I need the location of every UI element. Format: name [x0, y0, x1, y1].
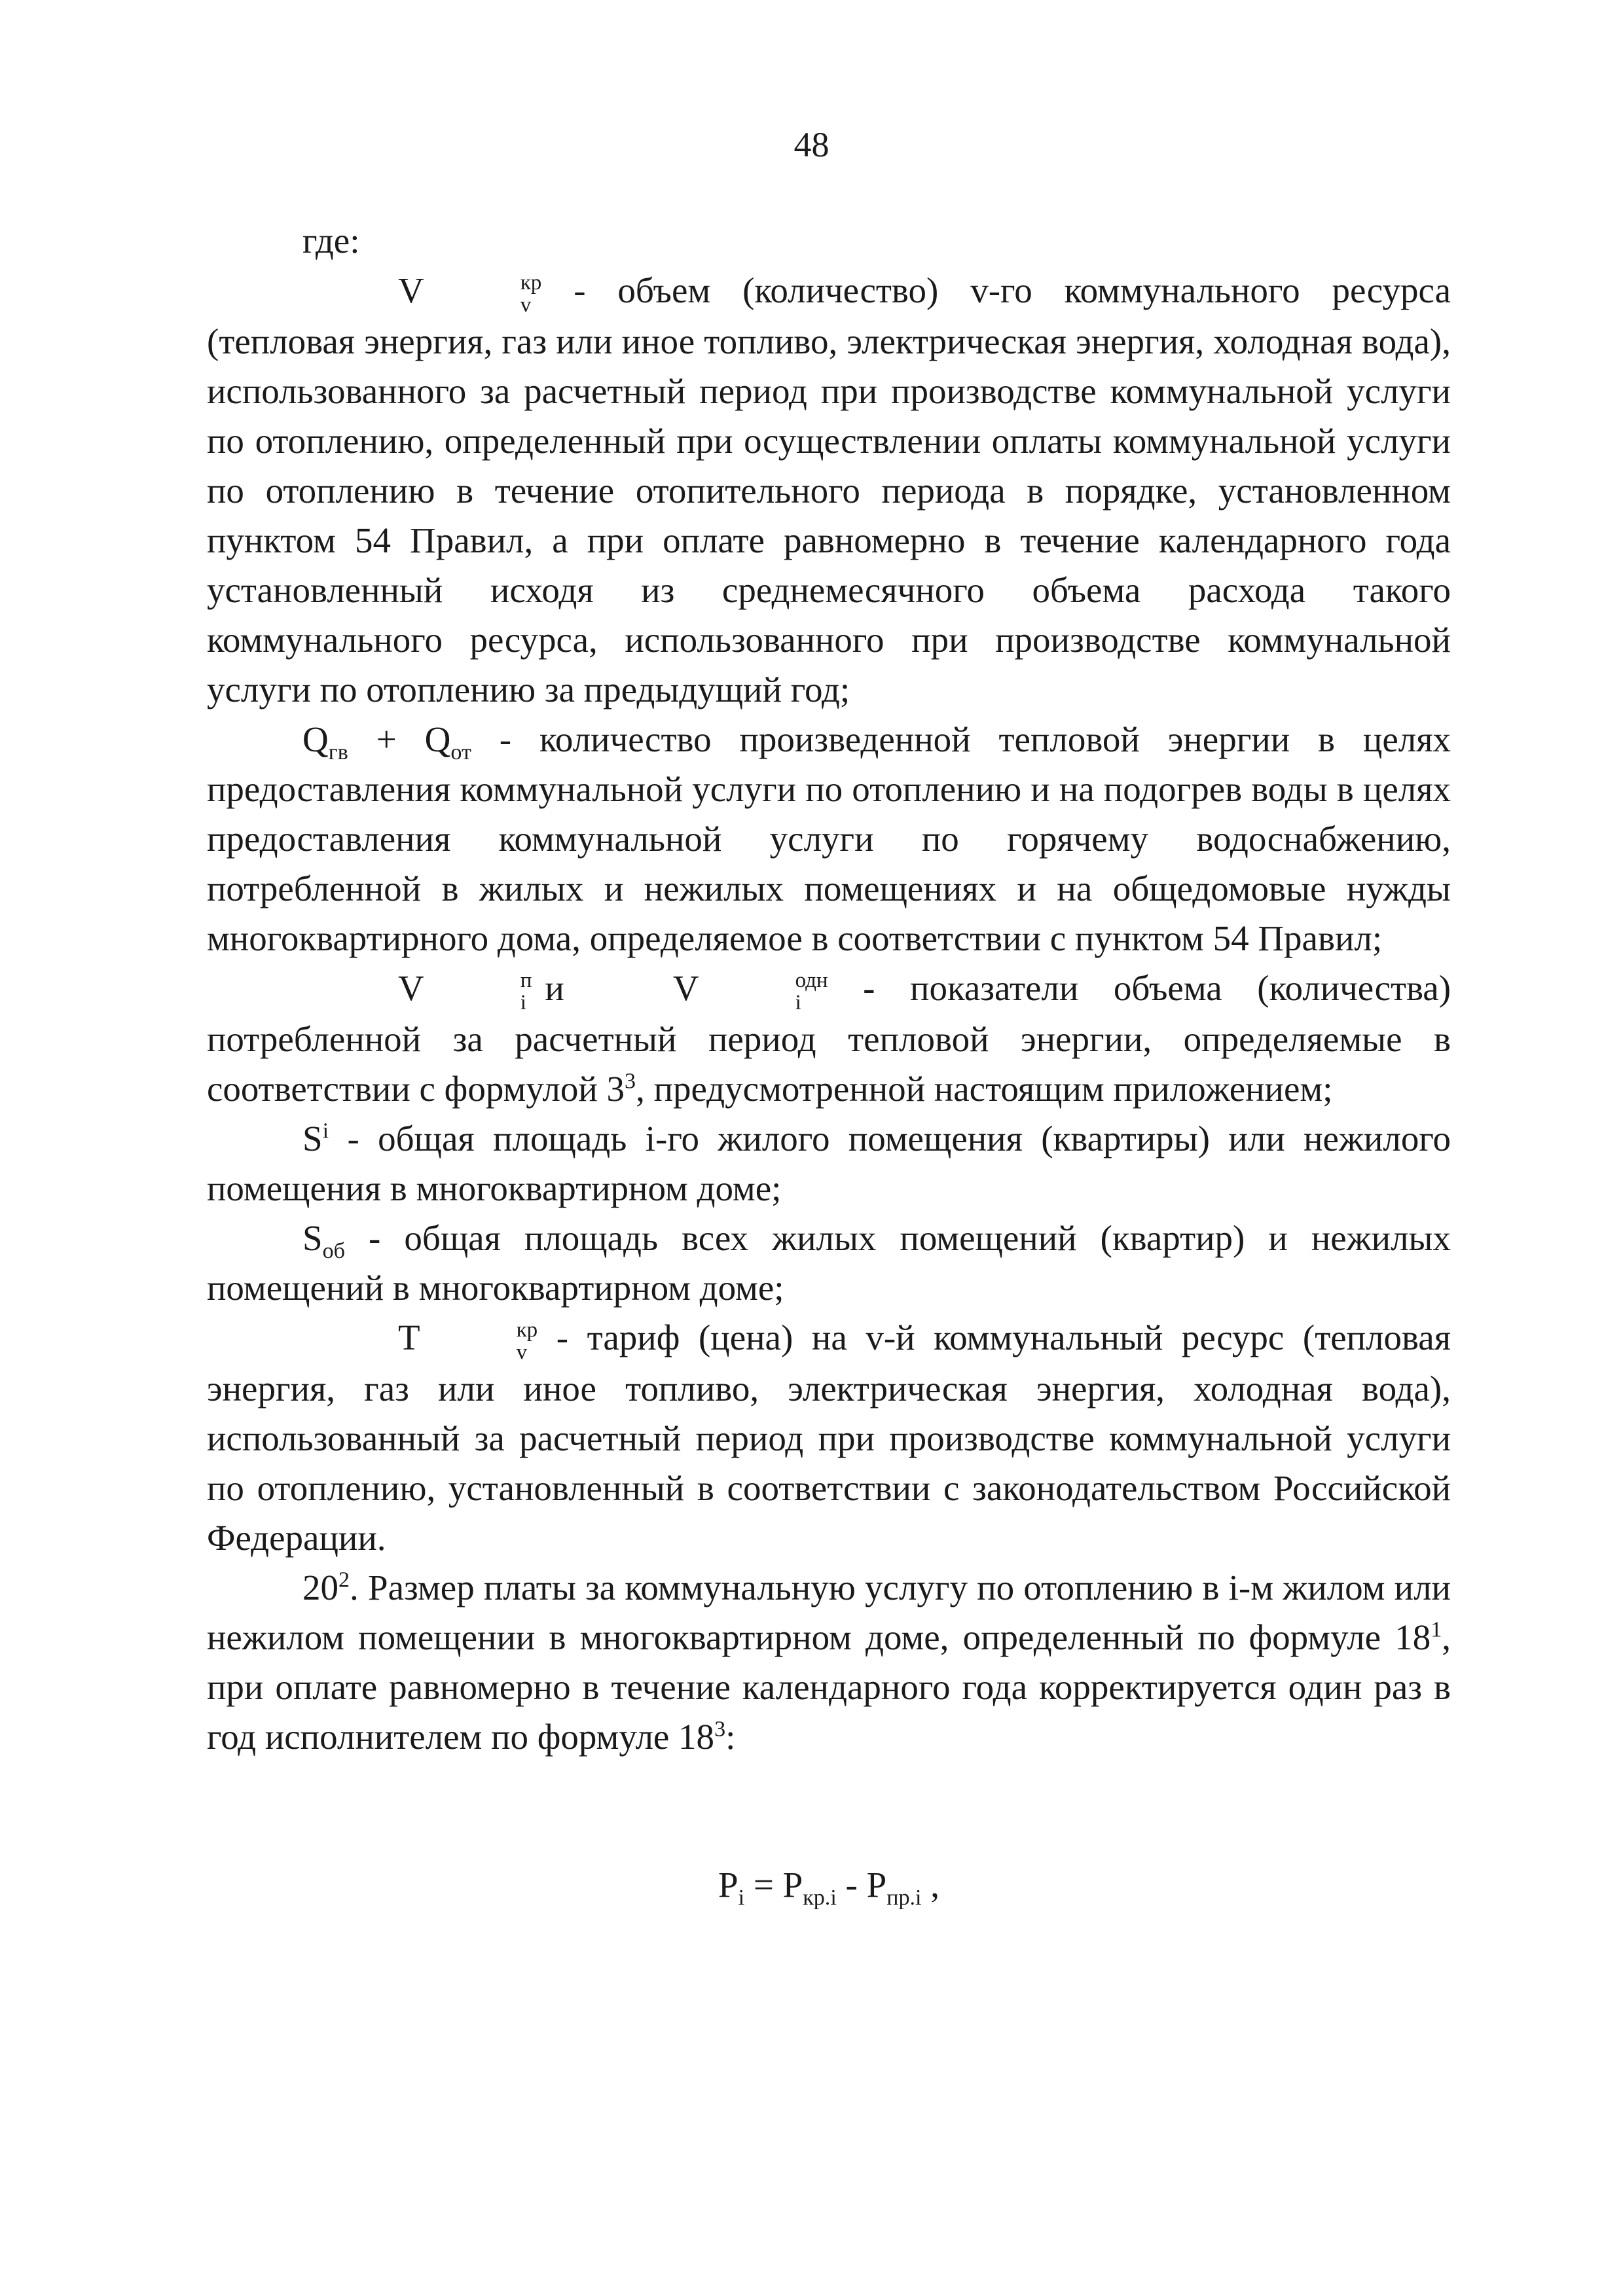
clause-20-2 [207, 1563, 1451, 1762]
formula-p-i: $P_i = P_{кр.i} - P_{пр.i}$ , [718, 1865, 939, 1910]
definition-text: - количество произведенной тепловой энергии в целях предоставления коммунальной услуги по отоплению и на подогрев воды в целях предоставления коммунальной услуги по горячему водоснабжению, потребленной в жилых и нежилых помещениях и на общедомовые нужды многоквартирного дома, определяемое в соответствии с пунктом 54 Правил; [207, 719, 1451, 959]
document-body [207, 216, 1451, 1910]
symbol-s-i: $S^i$ [302, 1119, 329, 1159]
definition-v-n [207, 963, 1451, 1114]
definition-q [207, 715, 1451, 963]
clause-number: $20^2$ [302, 1568, 350, 1608]
symbol-v-kr: V кр v [398, 270, 542, 317]
definition-t-kr [207, 1313, 1451, 1563]
page-number: 48 [793, 125, 830, 164]
symbol-q-gv-q-ot: $Q_{гв} + Q_{от}$ [302, 719, 471, 765]
definition-text: - общая площадь всех жилых помещений (квартир) и нежилых помещений в многоквартирном доме; [207, 1218, 1451, 1308]
intro-text: где: [302, 221, 360, 260]
definition-v-kr [207, 266, 1451, 715]
definition-s-ob [207, 1213, 1451, 1313]
symbol-t-kr: T кр v [398, 1318, 538, 1365]
definition-text: - тариф (цена) на v-й коммунальный ресурс (тепловая энергия, газ или иное топливо, электрическая энергия, холодная вода), использованный за расчетный период при производстве коммунальной услуги по отоплению, установленный в соответствии с законодательством Российской Федерации. [207, 1318, 1451, 1558]
symbol-s-ob: $S_{об}$ [302, 1218, 345, 1264]
definition-s-i [207, 1114, 1451, 1213]
symbol-v-n-v-odn: V п i и V одн i [398, 968, 828, 1015]
definition-text: - общая площадь i-го жилого помещения (квартиры) или нежилого помещения в многоквартирном доме; [207, 1119, 1451, 1209]
definition-text: - показатели объема (количества) потребленной за расчетный период тепловой энергии, определяемые в соответствии с формулой $3^3$, предусмотренной настоящим приложением; [207, 968, 1451, 1109]
definition-text: - объем (количество) v-го коммунального ресурса (тепловая энергия, газ или иное топливо, электрическая энергия, холодная вода), использованного за расчетный период при производстве коммунальной услуги по отоплению, определенный при осуществлении оплаты коммунальной услуги по отоплению в течение отопительного периода в порядке, установленном пунктом 54 Правил, а при оплате равномерно в течение календарного года установленный исходя из среднемесячного объема расхода такого коммунального ресурса, использованного при производстве коммунальной услуги по отоплению за предыдущий год; [207, 270, 1451, 710]
clause-text: . Размер платы за коммунальную услугу по отоплению в i-м жилом или нежилом помещении в многоквартирном доме, определенный по формуле $18^1$, при оплате равномерно в течение календарного года корректируется один раз в год исполнителем по формуле $18^3$: [207, 1568, 1451, 1757]
